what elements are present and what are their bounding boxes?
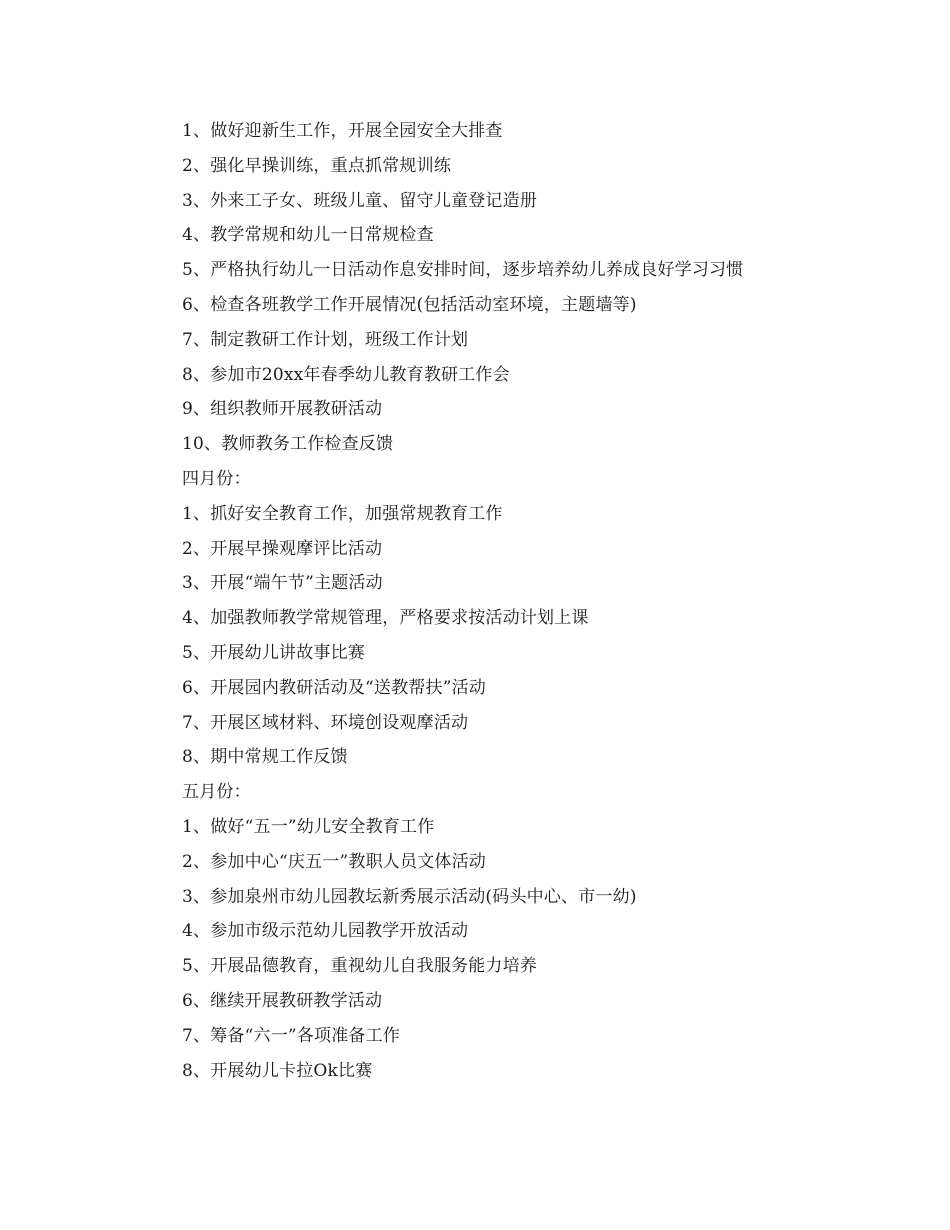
plan-item: 8、期中常规工作反馈 [182, 747, 348, 768]
plan-item: 4、参加市级示范幼儿园教学开放活动 [182, 921, 469, 942]
plan-item: 4、教学常规和幼儿一日常规检查 [182, 225, 434, 246]
plan-item: 7、筹备“六一”各项准备工作 [182, 1025, 400, 1046]
plan-item: 3、外来工子女、班级儿童、留守儿童登记造册 [182, 190, 538, 211]
plan-item: 2、开展早操观摩评比活动 [182, 538, 383, 559]
month-heading-may: 五月份： [182, 782, 251, 803]
plan-item: 1、做好迎新生工作，开展全园安全大排查 [182, 121, 503, 141]
plan-item: 4、加强教师教学常规管理，严格要求按活动计划上课 [182, 608, 589, 629]
plan-item: 3、参加泉州市幼儿园教坛新秀展示活动(码头中心、市一幼) [182, 886, 637, 907]
plan-item: 8、开展幼儿卡拉Ok比赛 [182, 1060, 373, 1081]
plan-item: 2、参加中心“庆五一”教职人员文体活动 [182, 851, 486, 872]
plan-item: 7、制定教研工作计划，班级工作计划 [182, 329, 469, 350]
plan-item: 1、做好“五一”幼儿安全教育工作 [182, 816, 435, 837]
plan-item: 5、开展幼儿讲故事比赛 [182, 642, 366, 663]
plan-item: 9、组织教师开展教研活动 [182, 399, 383, 420]
plan-item: 6、开展园内教研活动及“送教帮扶”活动 [182, 677, 486, 698]
plan-item: 6、检查各班教学工作开展情况(包括活动室环境，主题墙等) [182, 294, 637, 315]
plan-item: 7、开展区域材料、环境创设观摩活动 [182, 712, 469, 733]
plan-item: 5、开展品德教育，重视幼儿自我服务能力培养 [182, 956, 538, 977]
plan-item: 8、参加市20xx年春季幼儿教育教研工作会 [182, 364, 510, 385]
plan-item: 1、抓好安全教育工作，加强常规教育工作 [182, 503, 503, 524]
plan-item: 6、继续开展教研教学活动 [182, 990, 383, 1011]
plan-item: 2、强化早操训练，重点抓常规训练 [182, 155, 452, 176]
plan-item: 5、严格执行幼儿一日活动作息安排时间，逐步培养幼儿养成良好学习习惯 [182, 260, 744, 281]
plan-item: 3、开展“端午节”主题活动 [182, 573, 383, 594]
plan-item: 10、教师教务工作检查反馈 [182, 434, 394, 455]
document-body [182, 114, 882, 1088]
month-heading-april: 四月份： [182, 468, 251, 489]
